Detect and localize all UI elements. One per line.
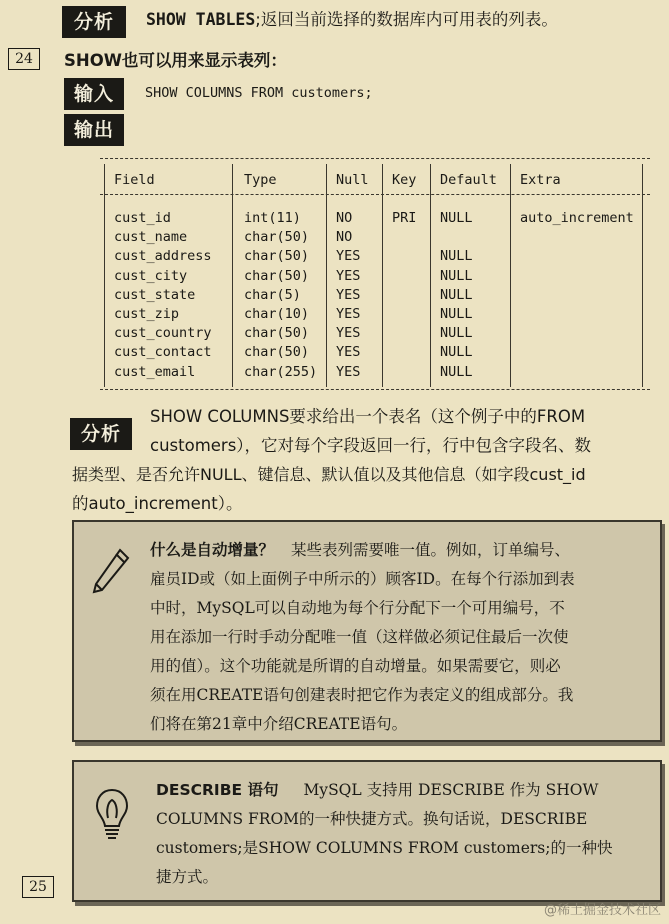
header-extra: Extra (520, 172, 561, 188)
cell-field: cust_zip (114, 306, 180, 322)
cell-type: char(50) (244, 267, 310, 284)
note-line-6: 须在用CREATE语句创建表时把它作为表定义的组成部分。我 (150, 686, 574, 704)
describe-line-1: MySQL 支持用 DESCRIBE 作为 SHOW (303, 781, 599, 799)
cell-key: PRI (392, 210, 417, 226)
analysis-tag: 分析 (62, 6, 126, 38)
describe-line-4: 捷方式。 (156, 868, 219, 886)
cell-null: YES (336, 325, 361, 342)
header-field: Field (114, 172, 155, 188)
table-row (100, 248, 650, 267)
analysis-description: ;返回当前选择的数据库内可用表的列表。 (255, 10, 558, 29)
cell-default: NULL (440, 248, 473, 265)
cell-type: char(50) (244, 325, 310, 342)
table-border-bottom (100, 389, 650, 390)
cell-null: YES (336, 286, 361, 303)
table-row (100, 364, 650, 383)
note-line-3: 中时，MySQL可以自动地为每个行分配下一个可用编号，不 (150, 599, 565, 617)
cell-null: YES (336, 363, 361, 380)
table-header-row (100, 172, 650, 191)
cell-field: cust_city (114, 267, 188, 284)
cell-default: NULL (440, 210, 473, 226)
auto-increment-note (72, 520, 662, 742)
header-default: Default (440, 172, 497, 188)
cell-type: char(10) (244, 306, 310, 322)
describe-title: DESCRIBE 语句 (156, 781, 279, 799)
cell-type: int(11) (244, 210, 301, 226)
cell-null: YES (336, 248, 361, 265)
note-line-5: 用的值）。这个功能就是所谓的自动增量。如果需要它，则必 (150, 657, 561, 675)
describe-note (72, 760, 662, 902)
describe-line-3: customers;是SHOW COLUMNS FROM customers;的一种快 (156, 839, 613, 857)
table-border-top (100, 158, 650, 159)
table-row (100, 306, 650, 325)
cell-null: YES (336, 344, 361, 361)
analysis-line-2: customers），它对每个字段返回一行，行中包含字段名、数 (150, 436, 592, 455)
page-number-25: 25 (22, 876, 54, 898)
cell-default: NULL (440, 363, 473, 380)
analysis-tag-2: 分析 (70, 418, 132, 450)
cell-field: cust_country (114, 325, 212, 342)
cell-extra: auto_increment (520, 210, 634, 226)
table-row (100, 268, 650, 287)
page-number-24: 24 (8, 48, 40, 70)
table-row (100, 287, 650, 306)
cell-default: NULL (440, 344, 473, 361)
note-line-7: 们将在第21章中介绍CREATE语句。 (150, 715, 408, 733)
cell-null: YES (336, 267, 361, 284)
show-tables-command: SHOW TABLES (146, 10, 256, 29)
note-line-4: 用在添加一行时手动分配唯一值（这样做必须记住最后一次使 (150, 628, 569, 646)
cell-type: char(50) (244, 229, 310, 246)
table-row (100, 210, 650, 229)
watermark: @稀土掘金技术社区 (543, 903, 661, 918)
input-code: SHOW COLUMNS FROM customers; (145, 85, 373, 101)
cell-null: NO (336, 229, 353, 246)
cell-default: NULL (440, 267, 473, 284)
cell-field: cust_state (114, 286, 196, 303)
cell-null: YES (336, 306, 361, 322)
note-title: 什么是自动增量？ (150, 541, 275, 559)
cell-field: cust_id (114, 210, 171, 226)
lightbulb-icon (94, 786, 130, 850)
note-line-1: 某些表列需要唯一值。例如，订单编号、 (290, 541, 570, 559)
header-key: Key (392, 172, 417, 188)
analysis-line-1: SHOW COLUMNS要求给出一个表名（这个例子中的FROM (150, 407, 586, 426)
table-border-header (100, 194, 650, 195)
cell-default: NULL (440, 286, 473, 303)
describe-line-2: COLUMNS FROM的一种快捷方式。换句话说，DESCRIBE (156, 810, 588, 828)
cell-type: char(50) (244, 344, 310, 361)
input-tag: 输入 (64, 78, 124, 110)
cell-type: char(5) (244, 286, 301, 303)
note-line-2: 雇员ID或（如上面例子中所示的）顾客ID。在每个行添加到表 (150, 570, 575, 588)
analysis-line-4: 的auto_increment）。 (72, 494, 243, 513)
cell-default: NULL (440, 306, 473, 322)
cell-field: cust_address (114, 248, 212, 265)
header-null: Null (336, 172, 369, 188)
table-row (100, 344, 650, 363)
cell-field: cust_email (114, 363, 196, 380)
cell-type: char(50) (244, 248, 310, 265)
cell-field: cust_contact (114, 344, 212, 361)
pencil-icon (90, 546, 130, 606)
analysis-text (146, 6, 558, 30)
cell-type: char(255) (244, 363, 318, 380)
analysis-line-3: 据类型、是否允许NULL、键信息、默认值以及其他信息（如字段cust_id (72, 465, 586, 484)
cell-null: NO (336, 210, 353, 226)
cell-field: cust_name (114, 229, 188, 246)
output-tag: 输出 (64, 114, 124, 146)
cell-default: NULL (440, 325, 473, 342)
table-row (100, 325, 650, 344)
table-row (100, 229, 650, 248)
intro-text: SHOW也可以用来显示表列： (64, 51, 287, 70)
header-type: Type (244, 172, 277, 188)
